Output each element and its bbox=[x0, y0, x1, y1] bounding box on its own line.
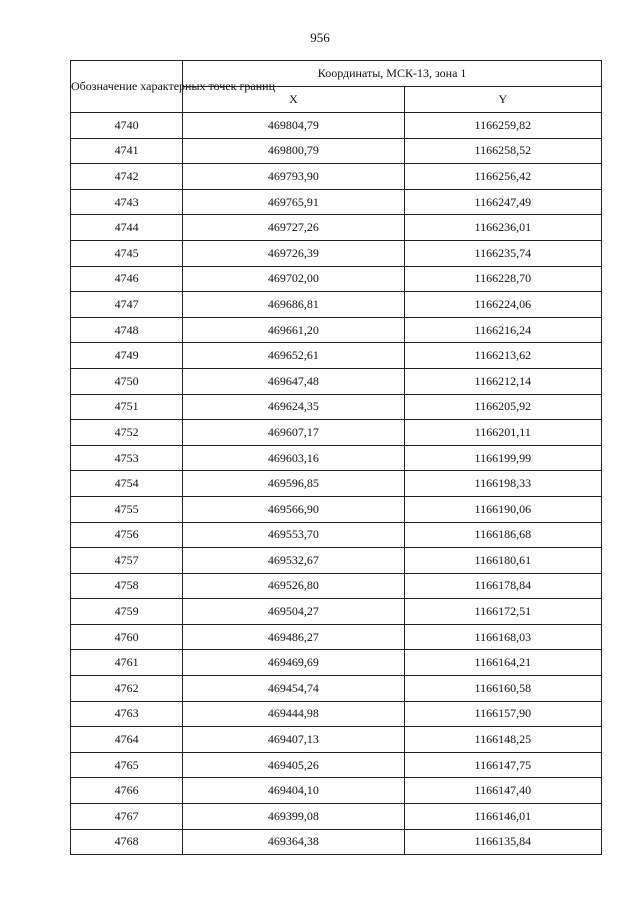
y-coordinate-cell: 1166180,61 bbox=[404, 548, 601, 574]
x-coordinate-cell: 469702,00 bbox=[183, 266, 404, 292]
table-row bbox=[71, 445, 602, 471]
y-coordinate-cell: 1166228,70 bbox=[404, 266, 601, 292]
table-row bbox=[71, 394, 602, 420]
y-coordinate-cell: 1166148,25 bbox=[404, 727, 601, 753]
x-coordinate-cell: 469553,70 bbox=[183, 522, 404, 548]
table-row bbox=[71, 266, 602, 292]
y-coordinate-cell: 1166178,84 bbox=[404, 573, 601, 599]
x-coordinate-cell: 469652,61 bbox=[183, 343, 404, 369]
point-id-cell: 4752 bbox=[71, 420, 183, 446]
y-coordinate-cell: 1166190,06 bbox=[404, 496, 601, 522]
y-coordinate-cell: 1166259,82 bbox=[404, 113, 601, 139]
point-id-cell: 4741 bbox=[71, 138, 183, 164]
x-coordinate-cell: 469686,81 bbox=[183, 292, 404, 318]
point-id-cell: 4742 bbox=[71, 164, 183, 190]
point-id-cell: 4768 bbox=[71, 829, 183, 855]
point-id-cell: 4767 bbox=[71, 804, 183, 830]
x-coordinate-cell: 469454,74 bbox=[183, 676, 404, 702]
point-id-cell: 4751 bbox=[71, 394, 183, 420]
x-coordinate-cell: 469566,90 bbox=[183, 496, 404, 522]
y-coordinate-cell: 1166147,40 bbox=[404, 778, 601, 804]
x-coordinate-cell: 469647,48 bbox=[183, 368, 404, 394]
x-coordinate-cell: 469726,39 bbox=[183, 240, 404, 266]
table-row bbox=[71, 343, 602, 369]
table-row bbox=[71, 829, 602, 855]
y-coordinate-cell: 1166224,06 bbox=[404, 292, 601, 318]
table-body bbox=[71, 113, 602, 855]
table-row bbox=[71, 113, 602, 139]
table-row bbox=[71, 420, 602, 446]
table-row bbox=[71, 727, 602, 753]
table-row bbox=[71, 522, 602, 548]
x-coordinate-cell: 469800,79 bbox=[183, 138, 404, 164]
y-coordinate-cell: 1166236,01 bbox=[404, 215, 601, 241]
y-coordinate-cell: 1166146,01 bbox=[404, 804, 601, 830]
header-x: X bbox=[183, 87, 404, 113]
table-row bbox=[71, 471, 602, 497]
page-number: 956 bbox=[310, 30, 330, 45]
point-id-cell: 4755 bbox=[71, 496, 183, 522]
x-coordinate-cell: 469504,27 bbox=[183, 599, 404, 625]
point-id-cell: 4740 bbox=[71, 113, 183, 139]
point-id-cell: 4749 bbox=[71, 343, 183, 369]
table-row bbox=[71, 496, 602, 522]
x-coordinate-cell: 469486,27 bbox=[183, 624, 404, 650]
table-row bbox=[71, 804, 602, 830]
x-coordinate-cell: 469596,85 bbox=[183, 471, 404, 497]
y-coordinate-cell: 1166199,99 bbox=[404, 445, 601, 471]
table-row bbox=[71, 215, 602, 241]
x-coordinate-cell: 469405,26 bbox=[183, 752, 404, 778]
x-coordinate-cell: 469661,20 bbox=[183, 317, 404, 343]
point-id-cell: 4754 bbox=[71, 471, 183, 497]
table-row bbox=[71, 624, 602, 650]
table-row bbox=[71, 778, 602, 804]
y-coordinate-cell: 1166216,24 bbox=[404, 317, 601, 343]
x-coordinate-cell: 469469,69 bbox=[183, 650, 404, 676]
x-coordinate-cell: 469532,67 bbox=[183, 548, 404, 574]
y-coordinate-cell: 1166157,90 bbox=[404, 701, 601, 727]
y-coordinate-cell: 1166135,84 bbox=[404, 829, 601, 855]
table-row bbox=[71, 573, 602, 599]
y-coordinate-cell: 1166205,92 bbox=[404, 394, 601, 420]
table-row bbox=[71, 368, 602, 394]
header-coordinates-group: Координаты, МСК-13, зона 1 bbox=[183, 61, 602, 87]
y-coordinate-cell: 1166147,75 bbox=[404, 752, 601, 778]
x-coordinate-cell: 469603,16 bbox=[183, 445, 404, 471]
table-row bbox=[71, 317, 602, 343]
y-coordinate-cell: 1166235,74 bbox=[404, 240, 601, 266]
y-coordinate-cell: 1166201,11 bbox=[404, 420, 601, 446]
point-id-cell: 4744 bbox=[71, 215, 183, 241]
x-coordinate-cell: 469624,35 bbox=[183, 394, 404, 420]
point-id-cell: 4748 bbox=[71, 317, 183, 343]
point-id-cell: 4746 bbox=[71, 266, 183, 292]
header-y: Y bbox=[404, 87, 601, 113]
x-coordinate-cell: 469364,38 bbox=[183, 829, 404, 855]
x-coordinate-cell: 469444,98 bbox=[183, 701, 404, 727]
point-id-cell: 4760 bbox=[71, 624, 183, 650]
x-coordinate-cell: 469526,80 bbox=[183, 573, 404, 599]
y-coordinate-cell: 1166212,14 bbox=[404, 368, 601, 394]
y-coordinate-cell: 1166168,03 bbox=[404, 624, 601, 650]
y-coordinate-cell: 1166198,33 bbox=[404, 471, 601, 497]
table-row bbox=[71, 599, 602, 625]
y-coordinate-cell: 1166172,51 bbox=[404, 599, 601, 625]
table-row bbox=[71, 138, 602, 164]
table-row bbox=[71, 189, 602, 215]
header-row-top bbox=[71, 61, 602, 87]
point-id-cell: 4747 bbox=[71, 292, 183, 318]
table-header bbox=[71, 61, 602, 113]
point-id-cell: 4743 bbox=[71, 189, 183, 215]
point-id-cell: 4765 bbox=[71, 752, 183, 778]
x-coordinate-cell: 469793,90 bbox=[183, 164, 404, 190]
point-id-cell: 4750 bbox=[71, 368, 183, 394]
point-id-cell: 4745 bbox=[71, 240, 183, 266]
x-coordinate-cell: 469765,91 bbox=[183, 189, 404, 215]
x-coordinate-cell: 469399,08 bbox=[183, 804, 404, 830]
point-id-cell: 4759 bbox=[71, 599, 183, 625]
table-row bbox=[71, 240, 602, 266]
x-coordinate-cell: 469727,26 bbox=[183, 215, 404, 241]
x-coordinate-cell: 469407,13 bbox=[183, 727, 404, 753]
y-coordinate-cell: 1166186,68 bbox=[404, 522, 601, 548]
point-id-cell: 4762 bbox=[71, 676, 183, 702]
table-row bbox=[71, 676, 602, 702]
point-id-cell: 4758 bbox=[71, 573, 183, 599]
point-id-cell: 4761 bbox=[71, 650, 183, 676]
table-row bbox=[71, 752, 602, 778]
point-id-cell: 4753 bbox=[71, 445, 183, 471]
point-id-cell: 4764 bbox=[71, 727, 183, 753]
y-coordinate-cell: 1166160,58 bbox=[404, 676, 601, 702]
point-id-cell: 4756 bbox=[71, 522, 183, 548]
point-id-cell: 4763 bbox=[71, 701, 183, 727]
coordinates-table bbox=[70, 60, 602, 855]
header-points-label: Обозначение характерных точек границ bbox=[71, 61, 183, 113]
y-coordinate-cell: 1166247,49 bbox=[404, 189, 601, 215]
point-id-cell: 4757 bbox=[71, 548, 183, 574]
y-coordinate-cell: 1166213,62 bbox=[404, 343, 601, 369]
x-coordinate-cell: 469607,17 bbox=[183, 420, 404, 446]
point-id-cell: 4766 bbox=[71, 778, 183, 804]
x-coordinate-cell: 469404,10 bbox=[183, 778, 404, 804]
table-row bbox=[71, 650, 602, 676]
table-row bbox=[71, 701, 602, 727]
table-row bbox=[71, 292, 602, 318]
y-coordinate-cell: 1166256,42 bbox=[404, 164, 601, 190]
y-coordinate-cell: 1166258,52 bbox=[404, 138, 601, 164]
table-row bbox=[71, 548, 602, 574]
x-coordinate-cell: 469804,79 bbox=[183, 113, 404, 139]
table-row bbox=[71, 164, 602, 190]
y-coordinate-cell: 1166164,21 bbox=[404, 650, 601, 676]
